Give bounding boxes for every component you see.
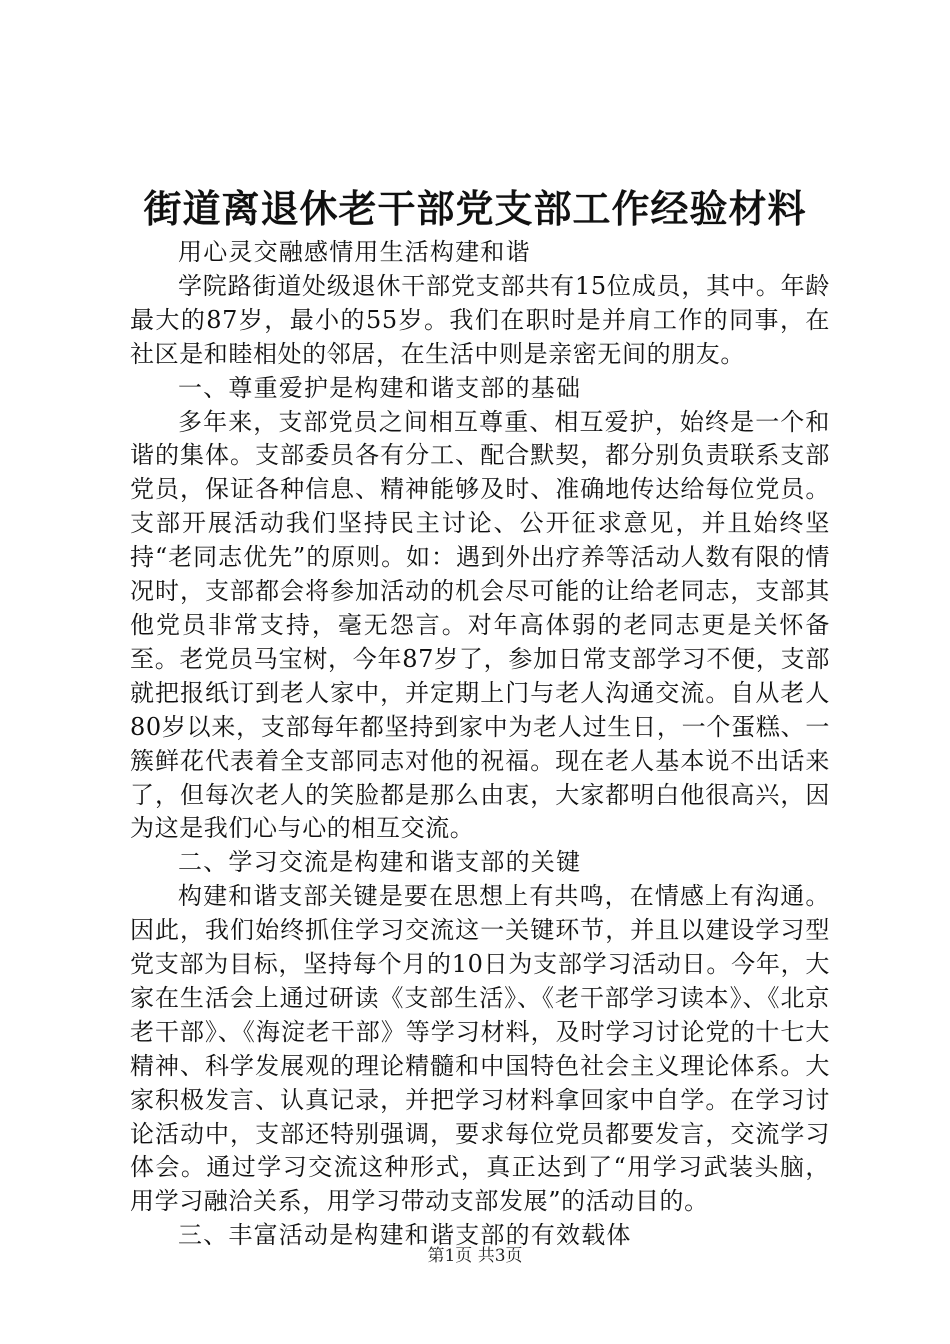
- document-title: 街道离退休老干部党支部工作经验材料: [143, 186, 807, 231]
- section-heading-1: 一、尊重爱护是构建和谐支部的基础: [178, 373, 582, 402]
- document-body: [130, 236, 830, 1253]
- intro-paragraph: 学院路街道处级退休干部党支部共有15位成员，其中。年龄最大的87岁，最小的55岁。我们在职时是并肩工作的同事，在社区是和睦相处的邻居，在生活中则是亲密无间的朋友。: [130, 271, 830, 368]
- section-heading-2: 二、学习交流是构建和谐支部的关键: [178, 848, 582, 877]
- page-number-footer: 第1页 共3页: [427, 1246, 523, 1266]
- subtitle-paragraph: 用心灵交融感情用生活构建和谐: [178, 238, 531, 266]
- section-heading-3: 三、丰富活动是构建和谐支部的有效载体: [178, 1221, 632, 1250]
- section-2-paragraph: 构建和谐支部关键是要在思想上有共鸣，在情感上有沟通。因此，我们始终抓住学习交流这一关键环节，并且以建设学习型党支部为目标，坚持每个月的10日为支部学习活动日。今年，大家在生活会上通过研读《支部生活》、《老干部学习读本》、《北京老干部》、《海淀老干部》等学习材料，及时学习讨论党的十七大精神、科学发展观的理论精髓和中国特色社会主义理论体系。大家积极发言、认真记录，并把学习材料拿回家中自学。在学习讨论活动中，支部还特别强调，要求每位党员都要发言，交流学习体会。通过学习交流这种形式，真正达到了“用学习武装头脑，用学习融洽关系，用学习带动支部发展”的活动目的。: [130, 882, 830, 1216]
- section-1-paragraph: 多年来，支部党员之间相互尊重、相互爱护，始终是一个和谐的集体。支部委员各有分工、配合默契，都分别负责联系支部党员，保证各种信息、精神能够及时、准确地传达给每位党员。支部开展活动我们坚持民主讨论、公开征求意见，并且始终坚持“老同志优先”的原则。如：遇到外出疗养等活动人数有限的情况时，支部都会将参加活动的机会尽可能的让给老同志，支部其他党员非常支持，毫无怨言。对年高体弱的老同志更是关怀备至。老党员马宝树，今年87岁了，参加日常支部学习不便，支部就把报纸订到老人家中，并定期上门与老人沟通交流。自从老人80岁以来，支部每年都坚持到家中为老人过生日，一个蛋糕、一簇鲜花代表着全支部同志对他的祝福。现在老人基本说不出话来了，但每次老人的笑脸都是那么由衷，大家都明白他很高兴，因为这是我们心与心的相互交流。: [130, 407, 830, 843]
